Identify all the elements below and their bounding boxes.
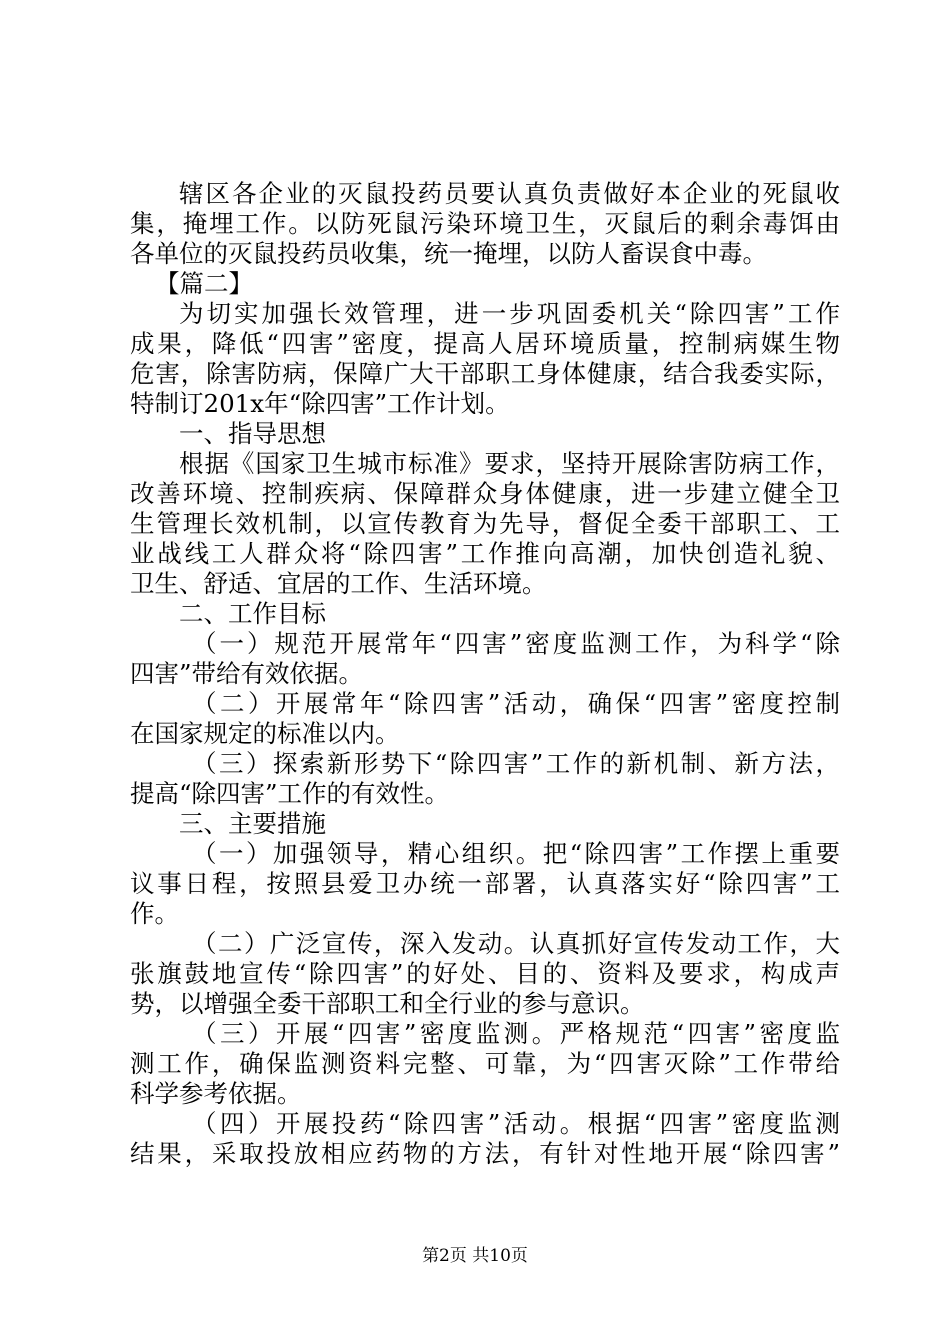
paragraph-line: 科学参考依据。: [130, 1079, 302, 1108]
paragraph-line: 各单位的灭鼠投药员收集，统一掩埋，以防人畜误食中毒。: [130, 239, 767, 268]
section-heading-pian-er: 【篇二】: [155, 269, 253, 298]
paragraph-line: 议事日程，按照县爱卫办统一部署，认真落实好“除四害”工: [130, 869, 840, 898]
section-heading-work-goals: 二、工作目标: [179, 599, 326, 628]
paragraph-line: 辖区各企业的灭鼠投药员要认真负责做好本企业的死鼠收: [179, 179, 840, 208]
paragraph-line: 张旗鼓地宣传“除四害”的好处、目的、资料及要求，构成声: [130, 959, 840, 988]
paragraph-line: 改善环境、控制疾病、保障群众身体健康，进一步建立健全卫: [130, 479, 840, 508]
paragraph-line: 作。: [130, 899, 179, 928]
paragraph-line: （一）加强领导，精心组织。把“除四害”工作摆上重要: [192, 839, 840, 868]
paragraph-line: （四）开展投药“除四害”活动。根据“四害”密度监测: [192, 1109, 840, 1138]
paragraph-line: 特制订201x年“除四害”工作计划。: [130, 389, 510, 418]
paragraph-line: 业战线工人群众将“除四害”工作推向高潮，加快创造礼貌、: [130, 539, 840, 568]
paragraph-line: 集，掩埋工作。以防死鼠污染环境卫生，灭鼠后的剩余毒饵由: [130, 209, 840, 238]
paragraph-line: 卫生、舒适、宜居的工作、生活环境。: [130, 569, 547, 598]
paragraph-line: 为切实加强长效管理，进一步巩固委机关“除四害”工作: [179, 299, 840, 328]
paragraph-line: 测工作，确保监测资料完整、可靠，为“四害灭除”工作带给: [130, 1049, 840, 1078]
paragraph-line: 四害”带给有效依据。: [130, 659, 364, 688]
paragraph-line: 生管理长效机制，以宣传教育为先导，督促全委干部职工、工: [130, 509, 840, 538]
document-body: [130, 179, 840, 1169]
paragraph-line: 结果，采取投放相应药物的方法，有针对性地开展“除四害”: [130, 1139, 840, 1168]
paragraph-line: （三）开展“四害”密度监测。严格规范“四害”密度监: [192, 1019, 840, 1048]
paragraph-line: 危害，除害防病，保障广大干部职工身体健康，结合我委实际，: [130, 359, 840, 388]
paragraph-line: （二）开展常年“除四害”活动，确保“四害”密度控制: [192, 689, 840, 718]
section-heading-main-measures: 三、主要措施: [179, 809, 326, 838]
paragraph-line: （一）规范开展常年“四害”密度监测工作，为科学“除: [192, 629, 840, 658]
paragraph-line: 提高“除四害”工作的有效性。: [130, 779, 450, 808]
paragraph-line: （二）广泛宣传，深入发动。认真抓好宣传发动工作，大: [192, 929, 840, 958]
paragraph-line: 成果，降低“四害”密度，提高人居环境质量，控制病媒生物: [130, 329, 840, 358]
page-number-footer: 第2页 共10页: [422, 1246, 528, 1266]
paragraph-line: 势，以增强全委干部职工和全行业的参与意识。: [130, 989, 645, 1018]
paragraph-line: 在国家规定的标准以内。: [130, 719, 400, 748]
paragraph-line: 根据《国家卫生城市标准》要求，坚持开展除害防病工作，: [179, 449, 840, 478]
paragraph-line: （三）探索新形势下“除四害”工作的新机制、新方法，: [192, 749, 840, 778]
section-heading-guiding-thought: 一、指导思想: [179, 419, 326, 448]
